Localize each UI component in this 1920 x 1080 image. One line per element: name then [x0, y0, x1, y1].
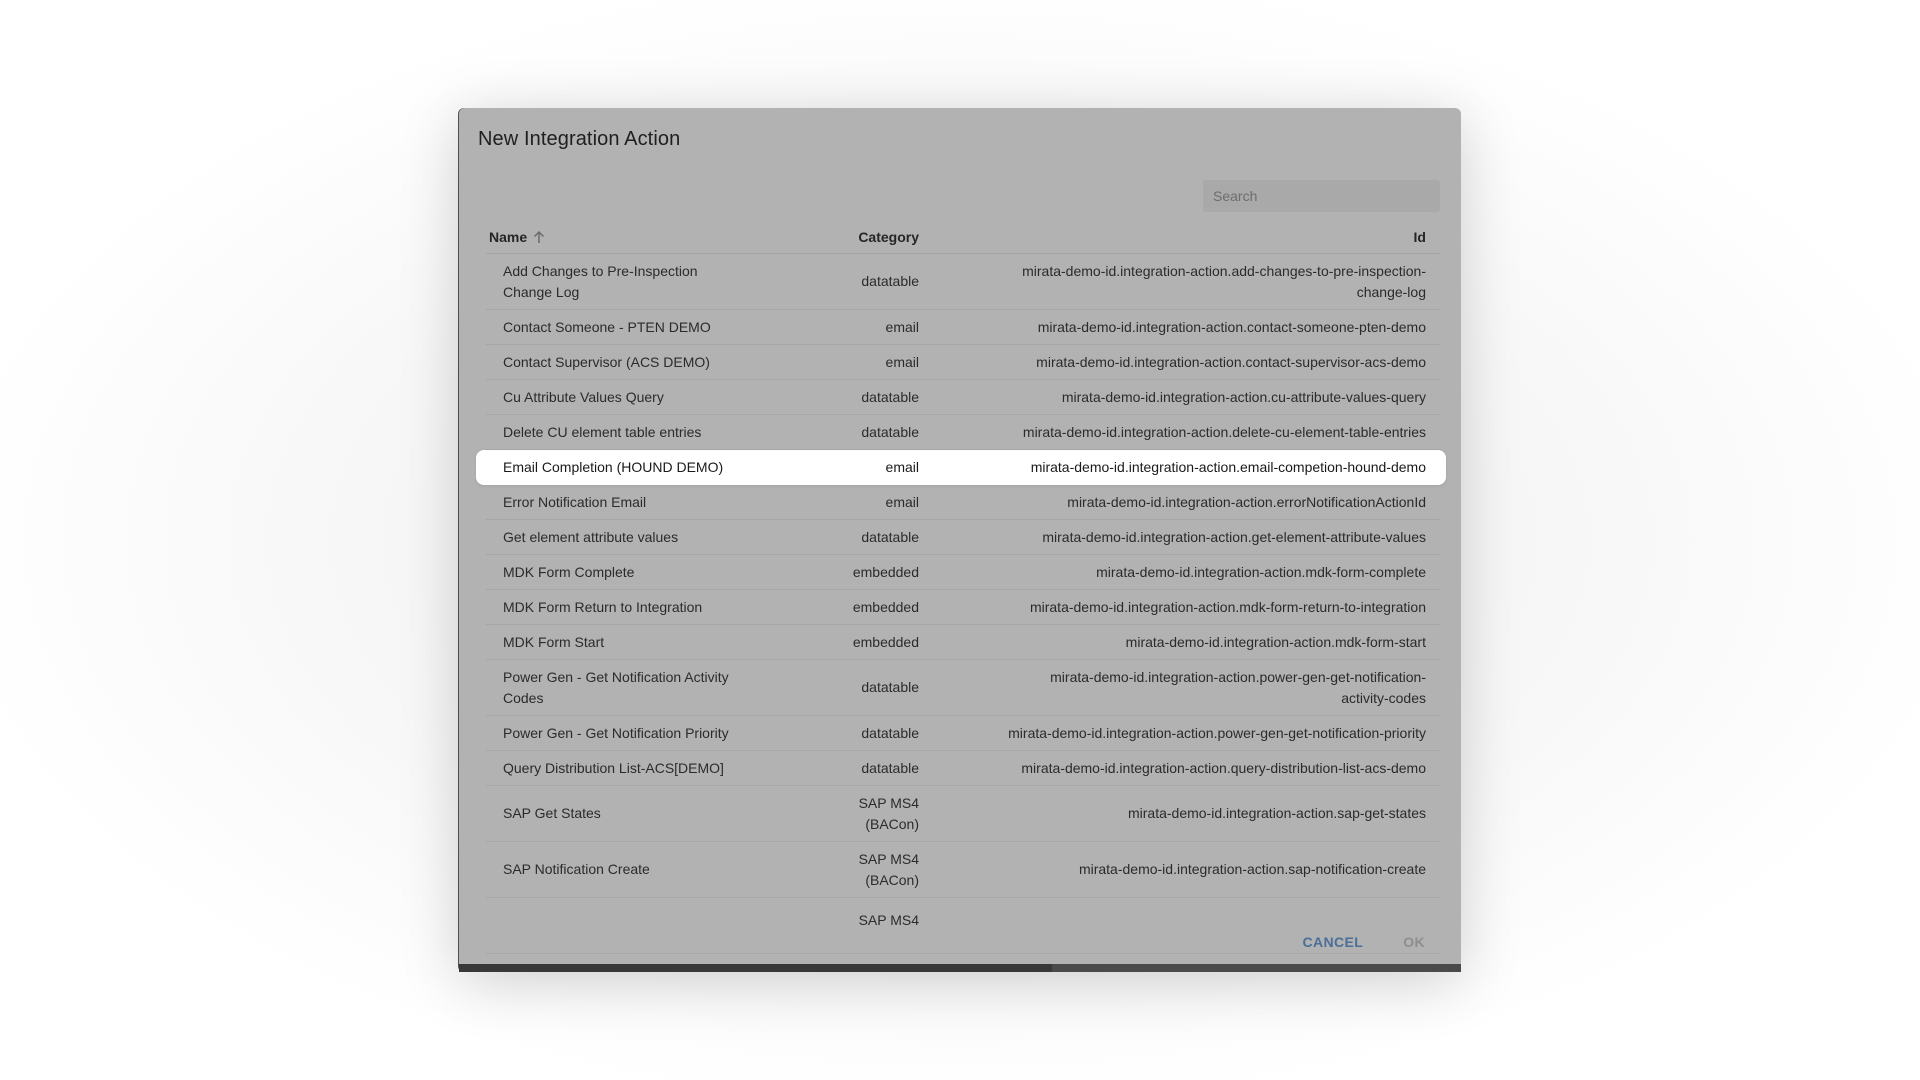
table-row[interactable] [486, 625, 1441, 660]
cell-id: mirata-demo-id.integration-action.query-distribution-list-acs-demo [1021, 759, 1426, 776]
table-row[interactable] [486, 310, 1441, 345]
cell-id: mirata-demo-id.integration-action.delete-cu-element-table-entries [1022, 423, 1426, 440]
cell-category: embedded [852, 633, 919, 650]
table-row[interactable] [486, 898, 1441, 954]
scrollbar-thumb[interactable] [459, 964, 1052, 972]
table-header [486, 222, 1441, 254]
cell-id: mirata-demo-id.integration-action.mdk-form-start [1125, 633, 1426, 650]
cell-id: mirata-demo-id.integration-action.contact-supervisor-acs-demo [1036, 353, 1426, 370]
cell-name: SAP Get States [503, 805, 601, 821]
table-row[interactable] [486, 786, 1441, 842]
table-row[interactable] [486, 842, 1441, 898]
cell-id: mirata-demo-id.integration-action.contact-someone-pten-demo [1037, 318, 1426, 335]
integration-actions-table [486, 222, 1441, 928]
cell-category: email [885, 353, 919, 370]
table-row[interactable] [486, 660, 1441, 716]
cell-name: Contact Supervisor (ACS DEMO) [503, 353, 710, 370]
cancel-button[interactable]: CANCEL [1302, 934, 1364, 950]
cell-name: Power Gen - Get Notification Priority [503, 724, 729, 741]
cell-category: datatable [861, 423, 919, 440]
table-row[interactable] [486, 555, 1441, 590]
cell-id: mirata-demo-id.integration-action.power-gen-get-notification-activity-codes [1050, 668, 1426, 706]
new-integration-action-dialog [459, 108, 1461, 972]
cell-id: mirata-demo-id.integration-action.cu-attribute-values-query [1061, 388, 1426, 405]
cell-name: Power Gen - Get Notification Activity Codes [503, 668, 729, 706]
cell-id: mirata-demo-id.integration-action.sap-notification-create [1078, 861, 1426, 877]
table-row[interactable] [486, 345, 1441, 380]
cell-name: MDK Form Complete [503, 563, 635, 580]
cell-id: mirata-demo-id.integration-action.sap-get-states [1127, 805, 1426, 821]
cell-category: datatable [861, 528, 919, 545]
cell-category: SAP MS4 [858, 912, 919, 928]
column-header-category[interactable]: Category [858, 229, 919, 245]
cell-id: mirata-demo-id.integration-action.errorNotificationActionId [1067, 493, 1426, 510]
cell-name: MDK Form Start [503, 633, 605, 650]
cell-category: datatable [861, 724, 919, 741]
cell-category: embedded [852, 598, 919, 615]
cell-category: email [885, 458, 919, 475]
column-header-id[interactable]: Id [1413, 229, 1426, 245]
cell-id: mirata-demo-id.integration-action.mdk-form-complete [1096, 563, 1426, 580]
cell-name: Cu Attribute Values Query [503, 388, 664, 405]
table-row[interactable] [486, 751, 1441, 786]
cell-id: mirata-demo-id.integration-action.email-competion-hound-demo [1030, 458, 1426, 475]
table-body [486, 254, 1441, 954]
cell-name: Query Distribution List-ACS[DEMO] [503, 759, 724, 776]
cell-category: datatable [861, 759, 919, 776]
table-row[interactable] [486, 590, 1441, 625]
cell-name: Delete CU element table entries [503, 423, 702, 440]
cell-name: Get element attribute values [503, 528, 679, 545]
table-row[interactable] [486, 485, 1441, 520]
cell-category: datatable [861, 388, 919, 405]
cell-category: SAP MS4 (BACon) [858, 794, 919, 832]
cell-id: mirata-demo-id.integration-action.mdk-form-return-to-integration [1029, 598, 1426, 615]
cell-category: datatable [861, 273, 919, 289]
cell-name: Email Completion (HOUND DEMO) [503, 458, 724, 475]
table-row-selected[interactable] [476, 450, 1446, 485]
cell-name: Add Changes to Pre-Inspection Change Log [503, 262, 698, 300]
cell-id: mirata-demo-id.integration-action.power-gen-get-notification-priority [1008, 724, 1426, 741]
table-row[interactable] [486, 716, 1441, 751]
table-row[interactable] [486, 415, 1441, 450]
column-header-name-label: Name [489, 229, 528, 245]
ok-button[interactable]: OK [1403, 934, 1425, 950]
cell-name: Error Notification Email [503, 493, 647, 510]
cell-name: MDK Form Return to Integration [503, 598, 703, 615]
cell-category: email [885, 318, 919, 335]
column-header-name[interactable] [489, 229, 545, 245]
cell-name: Contact Someone - PTEN DEMO [503, 318, 711, 335]
search-input[interactable] [1203, 180, 1440, 212]
table-row[interactable] [486, 254, 1441, 310]
horizontal-scrollbar[interactable] [459, 964, 1461, 972]
table-row[interactable] [486, 520, 1441, 555]
dialog-actions [1302, 934, 1425, 950]
cell-id: mirata-demo-id.integration-action.add-changes-to-pre-inspection-change-log [1022, 262, 1426, 300]
cell-category: datatable [861, 679, 919, 695]
cell-category: SAP MS4 (BACon) [858, 850, 919, 888]
arrow-up-icon [533, 230, 545, 244]
cell-name: SAP Notification Create [503, 861, 650, 877]
cell-category: email [885, 493, 919, 510]
cell-category: embedded [852, 563, 919, 580]
table-row[interactable] [486, 380, 1441, 415]
dialog-title: New Integration Action [478, 128, 681, 150]
cell-id: mirata-demo-id.integration-action.get-element-attribute-values [1042, 528, 1426, 545]
